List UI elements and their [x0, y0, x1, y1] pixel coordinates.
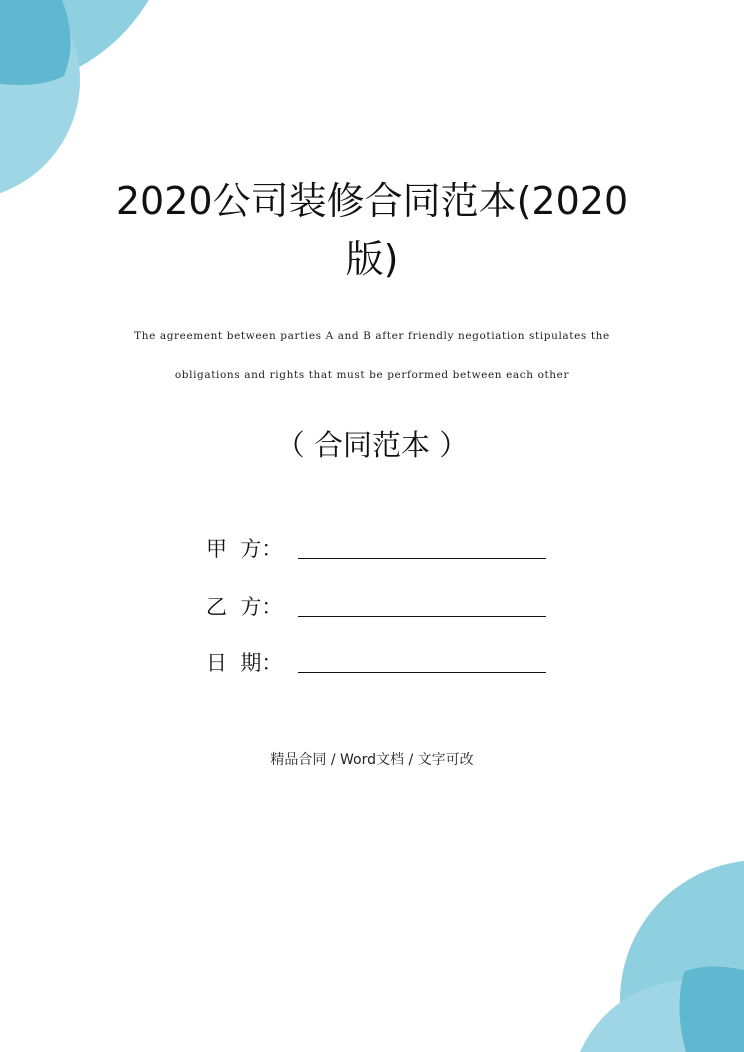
party-a-label: 甲 方：	[206, 537, 283, 561]
english-subtitle-line1: The agreement between parties A and B after friendly negotiation stipulates the	[134, 330, 610, 342]
document-title-line1: 2020公司装修合同范本(2020	[115, 179, 629, 223]
top-left-overlap	[0, 0, 71, 85]
date-label: 日 期：	[206, 651, 283, 675]
party-a-blank-line[interactable]	[298, 558, 546, 559]
bottom-right-lower-circle	[570, 980, 744, 1052]
bottom-right-large-circle	[620, 860, 744, 1052]
document-title-line2: 版)	[345, 237, 399, 281]
party-b-label: 乙 方：	[206, 595, 283, 619]
bottom-right-overlap	[679, 966, 744, 1052]
document-type-heading: （ 合同范本 ）	[275, 428, 469, 462]
top-left-lower-circle	[0, 0, 80, 200]
date-blank-line[interactable]	[298, 672, 546, 673]
document-footer-note: 精品合同 / Word文档 / 文字可改	[270, 752, 474, 768]
party-b-field	[206, 590, 546, 620]
party-b-blank-line[interactable]	[298, 616, 546, 617]
party-a-field	[206, 532, 546, 562]
date-field	[206, 646, 546, 676]
top-left-large-circle	[0, 0, 175, 90]
english-subtitle-line2: obligations and rights that must be performed between each other	[174, 369, 570, 381]
